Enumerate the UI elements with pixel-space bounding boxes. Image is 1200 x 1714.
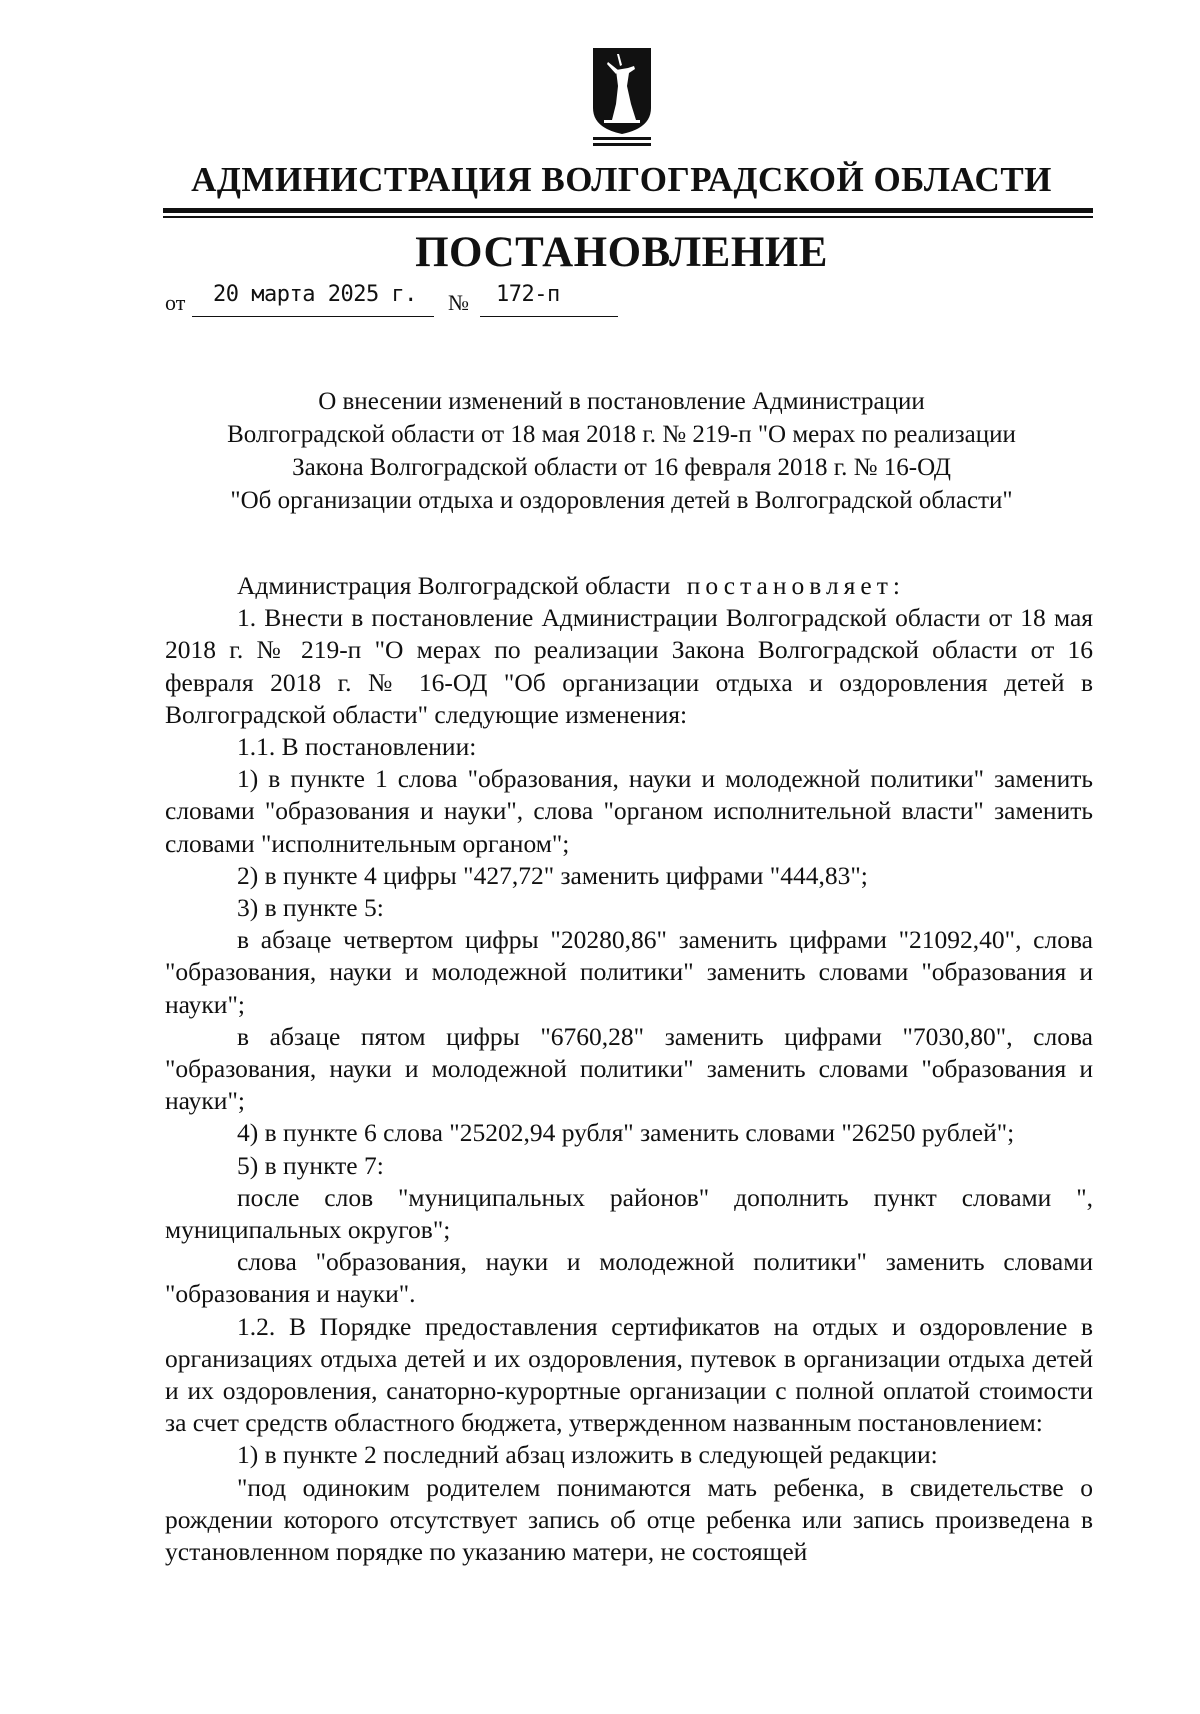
- body-paragraph: 1) в пункте 1 слова "образования, науки и молодежной политики" заменить словами "образования и науки", слова "органом исполнительной власти" заменить словами "исполнительным органом";: [165, 764, 1093, 858]
- subject-line: Волгоградской области от 18 мая 2018 г. № 219-п "О мерах по реализации: [227, 421, 1016, 448]
- body-paragraph: слова "образования, науки и молодежной политики" заменить словами "образования и науки".: [165, 1247, 1093, 1309]
- document-subject: [150, 385, 1093, 517]
- date-value: 20 марта 2025 г.: [213, 282, 417, 307]
- body-paragraph: 4) в пункте 6 слова "25202,94 рубля" заменить словами "26250 рублей";: [237, 1118, 1015, 1148]
- volgograd-coat-of-arms-icon: [590, 46, 654, 150]
- body-paragraph: 1) в пункте 2 последний абзац изложить в следующей редакции:: [237, 1440, 938, 1470]
- body-paragraph: 5) в пункте 7:: [237, 1150, 384, 1180]
- body-paragraph: после слов "муниципальных районов" дополнить пункт словами ", муниципальных округов";: [165, 1182, 1093, 1245]
- date-label: от: [165, 290, 186, 315]
- body-paragraph: 1.2. В Порядке предоставления сертификатов на отдых и оздоровление в организациях отдыха детей и их оздоровления, путевок в организации отдыха детей и их оздоровления, санаторно-курортные организации с полной оплатой стоимости за счет средств областного бюджета, утвержденном названным постановлением:: [165, 1311, 1093, 1438]
- body-paragraph: 2) в пункте 4 цифры "427,72" заменить цифрами "444,83";: [237, 860, 868, 890]
- subject-line: "Об организации отдыха и оздоровления детей в Волгоградской области": [230, 487, 1013, 514]
- preamble-text: Администрация Волгоградской области: [237, 571, 671, 600]
- document-meta: [0, 282, 1200, 322]
- number-underline: [480, 316, 618, 317]
- document-body: [165, 570, 1093, 1568]
- subject-line: О внесении изменений в постановление Администрации: [318, 388, 925, 415]
- document-type-title: ПОСТАНОВЛЕНИЕ: [415, 229, 828, 276]
- body-paragraph: в абзаце пятом цифры "6760,28" заменить цифрами "7030,80", слова "образования, науки и молодежной политики" заменить словами "образования и науки";: [165, 1021, 1093, 1116]
- body-paragraph: 3) в пункте 5:: [237, 893, 384, 923]
- header-divider-thick: [163, 208, 1093, 213]
- body-paragraph: "под одиноким родителем понимаются мать ребенка, в свидетельстве о рождении которого отсутствует запись об отце ребенка или запись произведена в установленном порядке по указанию матери, не состоящей: [165, 1472, 1093, 1567]
- number-label: №: [448, 290, 469, 315]
- preamble-verb: постановляет:: [686, 571, 905, 600]
- body-paragraph: в абзаце четвертом цифры "20280,86" заменить цифрами "21092,40", слова "образования, науки и молодежной политики" заменить словами "образования и науки";: [165, 925, 1093, 1019]
- organization-title: АДМИНИСТРАЦИЯ ВОЛГОГРАДСКОЙ ОБЛАСТИ: [191, 160, 1052, 199]
- header-divider-thin: [163, 216, 1093, 218]
- preamble: [165, 570, 1093, 602]
- number-value: 172-п: [496, 282, 560, 307]
- subject-line: Закона Волгоградской области от 16 февраля 2018 г. № 16-ОД: [292, 454, 951, 481]
- body-paragraph: 1.1. В постановлении:: [237, 732, 477, 762]
- body-paragraph: 1. Внести в постановление Администрации Волгоградской области от 18 мая 2018 г. № 219-п "О мерах по реализации Закона Волгоградской области от 16 февраля 2018 г. № 16-ОД "Об организации отдыха и оздоровления детей в Волгоградской области" следующие изменения:: [165, 603, 1093, 729]
- date-underline: [192, 316, 434, 317]
